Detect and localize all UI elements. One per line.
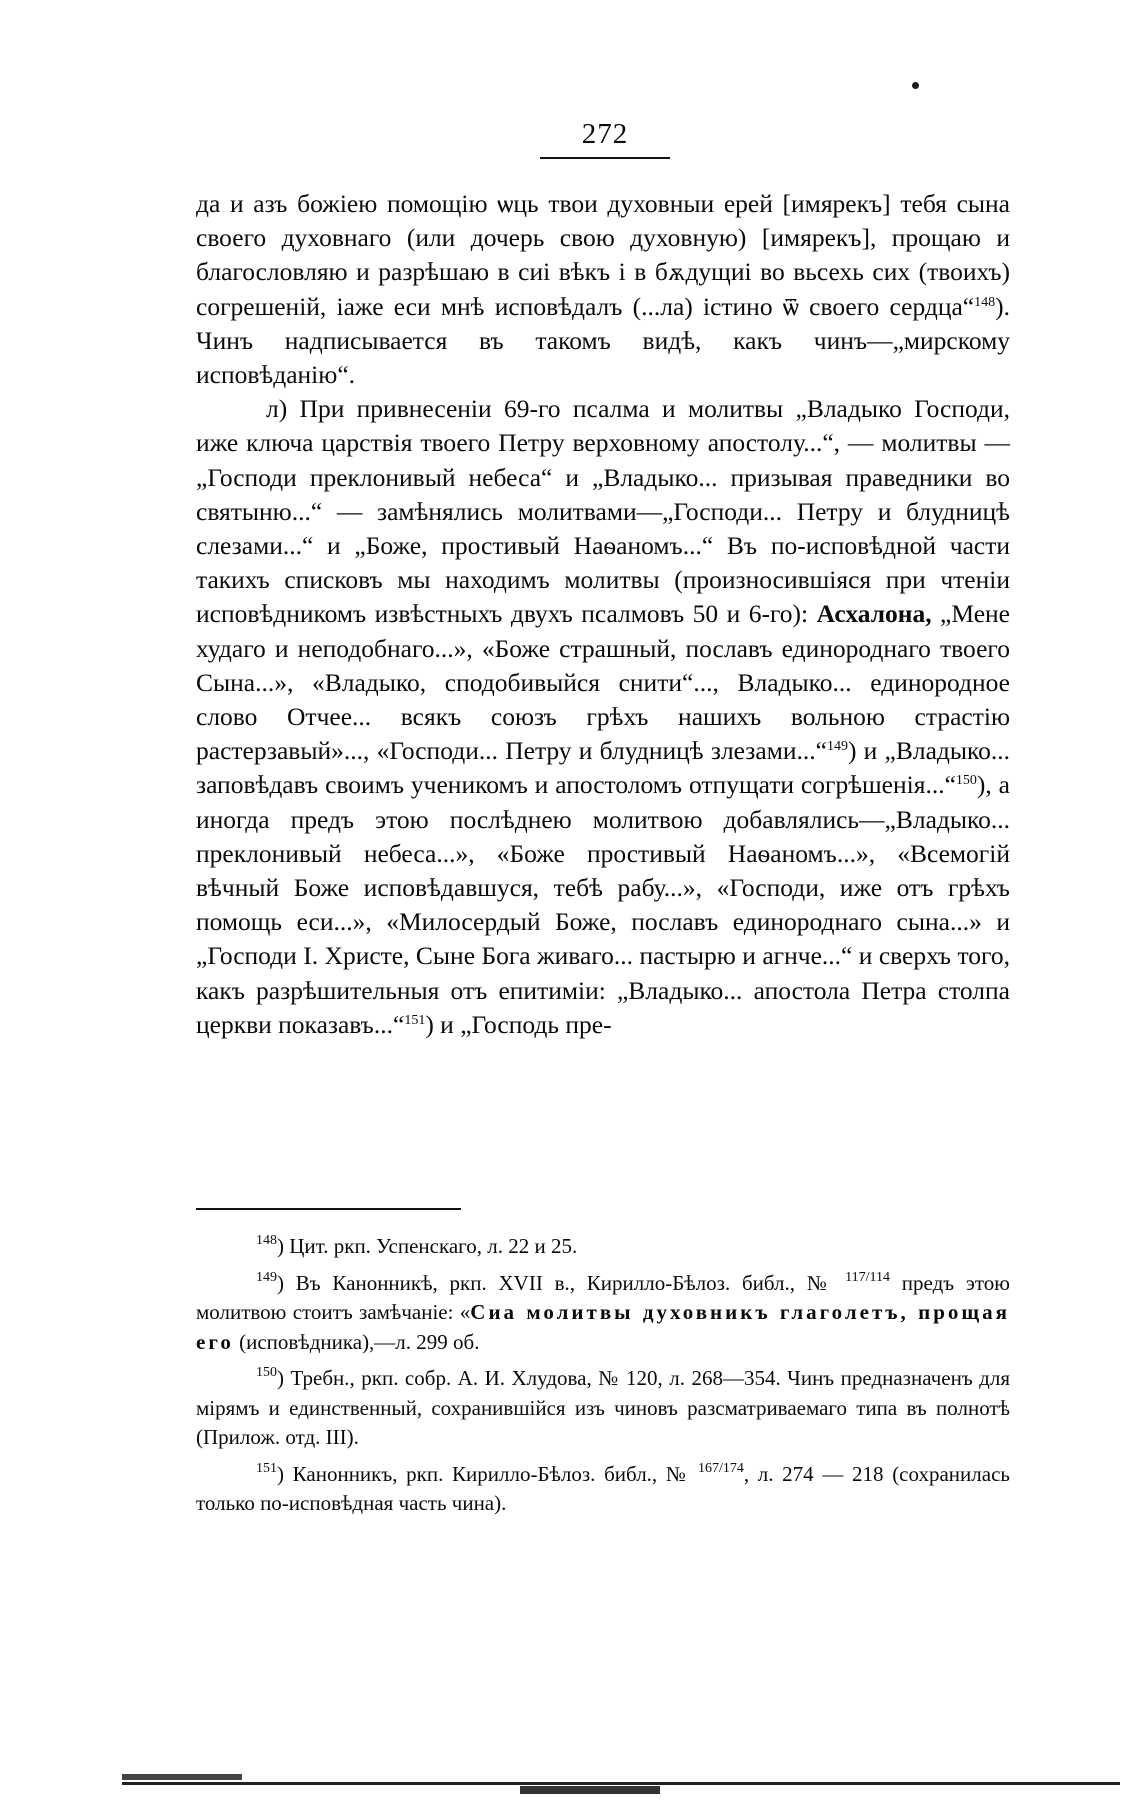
footnote-text: ) Канонникъ, ркп. Кирилло-Бѣлоз. библ., № xyxy=(277,1461,698,1486)
paragraph-2-text-d: ), а иногда предъ этою послѣднею молитвою добавлялись—„Владыко... преклонивый небеса...», «Боже простивый Наѳаномъ...», «Всемогiй вѣчный Боже исповѣдавшуся, тебѣ рабу...», «Господи, иже отъ грѣхъ помощь еси...», «Милосердый Боже, пославъ единороднаго сына...» и „Господи І. Христе, Сыне Бога живаго... пастырю и агнче...“ и сверхъ того, какъ разрѣшительныя отъ епитимiи: „Владыко... апостола Петра столпа церкви показавъ...“ xyxy=(196,770,1010,1039)
paragraph-1-text-end: ). Чинъ надписывается въ такомъ видѣ, какъ чинъ—„мирскому исповѣданiю“. xyxy=(196,291,1010,390)
scan-speck xyxy=(912,82,919,89)
footnote-151 xyxy=(196,1460,1010,1519)
footnote-149 xyxy=(196,1269,1010,1358)
paragraph-2-bold: Асхалона, xyxy=(816,599,932,629)
footnote-ref-148: 148 xyxy=(974,294,996,310)
footnote-text-c: (исповѣдника),—л. 299 об. xyxy=(233,1329,480,1354)
scan-edge-mark xyxy=(122,1774,242,1780)
footnote-number: 151 xyxy=(256,1460,277,1476)
paragraph-2-text-c: ) и „Владыко... заповѣдавъ своимъ ученикомъ и апостоломъ отпущати согрѣшенiя...“ xyxy=(196,736,1010,800)
page-number: 272 xyxy=(581,118,629,150)
footnote-ref-149: 149 xyxy=(826,739,848,755)
scan-bottom-edge xyxy=(122,1782,1120,1785)
paragraph-2-text-b: „Мене худаго и неподобнаго...», «Боже страшный, пославъ единороднаго твоего Сына...», «Владыко, сподобивыйся снити“..., Владыко... единородное слово Отчее... всякъ союзъ грѣхъ нашихъ вольною страстiю растерзавый»..., «Господи... Петру и блудницѣ злезами...“ xyxy=(196,599,1010,766)
footnote-rule xyxy=(196,1208,461,1210)
scan-edge-mark xyxy=(520,1786,660,1794)
footnote-text: ) Цит. ркп. Успенскаго, л. 22 и 25. xyxy=(277,1234,578,1258)
footnote-ref-151: 151 xyxy=(404,1012,426,1028)
footnote-number: 150 xyxy=(256,1365,277,1380)
paragraph-1-text: да и азъ божiею помощiю ѡць твои духовныи ерей [имярекъ] тебя сына своего духовнаго (или дочерь свою духовную) [имярекъ], прощаю и благословляю и разрѣшаю в сиі вѣкъ і в бѫдущиі во вьсехь сих (твоихъ) согрешенiй, іаже еси мнѣ исповѣдалъ (...ла) істино ѿ своего сердца“ xyxy=(196,189,1010,321)
footnote-text: ) Въ Канонникѣ, ркп. XVII в., Кирилло-Бѣлоз. библ., № xyxy=(277,1270,846,1295)
page-number-rule xyxy=(540,157,670,159)
manuscript-fraction: 167/174 xyxy=(697,1460,744,1476)
footnote-ref-150: 150 xyxy=(955,773,977,789)
footnote-text-b: предъ этою молитвою стоитъ замѣчанiе: « xyxy=(196,1270,1010,1324)
footnote-number: 149 xyxy=(256,1269,277,1285)
footnote-text: ) Требн., ркп. собр. А. И. Хлудова, № 120, л. 268—354. Чинъ предназначенъ для мiрямъ и единственный, сохранившiйся изъ чиновъ разсматриваемаго типа въ полнотѣ (Прилож. отд. III). xyxy=(196,1366,1010,1449)
paragraph-1 xyxy=(196,187,1010,392)
footnotes xyxy=(196,1232,1010,1526)
paragraph-2-text: л) При привнесенiи 69-го псалма и молитвы „Владыко Господи, иже ключа царствiя твоего Петру верховному апостолу...“, — молитвы — „Господи преклонивый небеса“ и „Владыко... призывая праведники во святыню...“ — замѣнялись молитвами—„Господи... Петру и блудницѣ слезами...“ и „Боже, простивый Наѳаномъ...“ Въ по-исповѣдной части такихъ списковъ мы находимъ молитвы (произносившiяся при чтенiи исповѣдникомъ извѣстныхъ двухъ псалмовъ 50 и 6-го): xyxy=(196,394,1010,629)
footnote-number: 148 xyxy=(256,1233,277,1248)
footnote-text-b: , л. 274 — 218 (сохранилась только по-исповѣдная часть чина). xyxy=(196,1461,1010,1515)
footnote-150 xyxy=(196,1364,1010,1453)
footnote-148 xyxy=(196,1232,1010,1262)
paragraph-2-text-e: ) и „Господь пре- xyxy=(425,1009,612,1039)
main-text xyxy=(196,187,1010,1042)
manuscript-fraction: 117/114 xyxy=(845,1269,891,1285)
footnote-quote: Сиа молитвы духовникъ глаголетъ, прощая его xyxy=(196,1300,1011,1354)
paragraph-2 xyxy=(196,392,1010,1042)
